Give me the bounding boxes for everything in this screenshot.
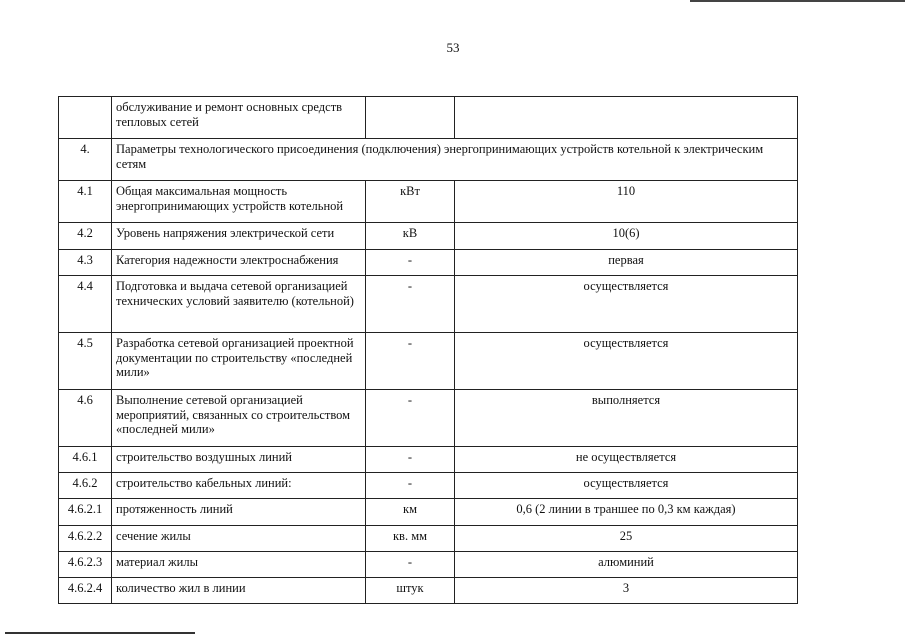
value-cell: 25 bbox=[455, 526, 798, 552]
table-row bbox=[59, 499, 798, 526]
row-number bbox=[59, 97, 112, 139]
value-cell: осуществляется bbox=[455, 276, 798, 333]
value-cell: 0,6 (2 линии в траншее по 0,3 км каждая) bbox=[455, 499, 798, 526]
value-cell: первая bbox=[455, 250, 798, 276]
parameter-name: сечение жилы bbox=[112, 526, 366, 552]
parameter-name: обслуживание и ремонт основных средств тепловых сетей bbox=[112, 97, 366, 139]
unit-cell: - bbox=[366, 552, 455, 578]
value-cell: 3 bbox=[455, 578, 798, 604]
unit-cell: кВ bbox=[366, 223, 455, 250]
unit-cell: - bbox=[366, 473, 455, 499]
row-number: 4.6.2.1 bbox=[59, 499, 112, 526]
table-row-section bbox=[59, 139, 798, 181]
table-row bbox=[59, 578, 798, 604]
unit-cell: кВт bbox=[366, 181, 455, 223]
row-number: 4.6 bbox=[59, 390, 112, 447]
row-number: 4.5 bbox=[59, 333, 112, 390]
table-row bbox=[59, 97, 798, 139]
value-cell: выполняется bbox=[455, 390, 798, 447]
parameter-name: Общая максимальная мощность энергопринимающих устройств котельной bbox=[112, 181, 366, 223]
row-number: 4.6.1 bbox=[59, 447, 112, 473]
table-row bbox=[59, 181, 798, 223]
parameter-name: Подготовка и выдача сетевой организацией технических условий заявителю (котельной) bbox=[112, 276, 366, 333]
parameter-name: количество жил в линии bbox=[112, 578, 366, 604]
row-number: 4. bbox=[59, 139, 112, 181]
unit-cell: - bbox=[366, 333, 455, 390]
value-cell bbox=[455, 97, 798, 139]
parameter-name: Категория надежности электроснабжения bbox=[112, 250, 366, 276]
unit-cell bbox=[366, 97, 455, 139]
parameter-name: Разработка сетевой организацией проектной документации по строительству «последней мили» bbox=[112, 333, 366, 390]
table-row bbox=[59, 526, 798, 552]
row-number: 4.3 bbox=[59, 250, 112, 276]
row-number: 4.6.2.3 bbox=[59, 552, 112, 578]
scan-edge-top bbox=[690, 0, 905, 2]
table-row bbox=[59, 223, 798, 250]
value-cell: осуществляется bbox=[455, 473, 798, 499]
unit-cell: штук bbox=[366, 578, 455, 604]
table-row bbox=[59, 552, 798, 578]
row-number: 4.6.2.2 bbox=[59, 526, 112, 552]
value-cell: 10(6) bbox=[455, 223, 798, 250]
scan-edge-bottom bbox=[5, 632, 195, 634]
parameters-table bbox=[58, 96, 798, 604]
table-row bbox=[59, 250, 798, 276]
page-number: 53 bbox=[446, 40, 460, 55]
value-cell: 110 bbox=[455, 181, 798, 223]
section-heading: Параметры технологического присоединения (подключения) энергопринимающих устройств котельной к электрическим сетям bbox=[112, 139, 798, 181]
row-number: 4.1 bbox=[59, 181, 112, 223]
parameter-name: Уровень напряжения электрической сети bbox=[112, 223, 366, 250]
table-row bbox=[59, 276, 798, 333]
parameter-name: Выполнение сетевой организацией мероприятий, связанных со строительством «последней мили» bbox=[112, 390, 366, 447]
row-number: 4.4 bbox=[59, 276, 112, 333]
parameter-name: материал жилы bbox=[112, 552, 366, 578]
table-row bbox=[59, 447, 798, 473]
unit-cell: кв. мм bbox=[366, 526, 455, 552]
parameter-name: протяженность линий bbox=[112, 499, 366, 526]
table-row bbox=[59, 473, 798, 499]
table-row bbox=[59, 390, 798, 447]
parameter-name: строительство кабельных линий: bbox=[112, 473, 366, 499]
unit-cell: км bbox=[366, 499, 455, 526]
unit-cell: - bbox=[366, 250, 455, 276]
table-row bbox=[59, 333, 798, 390]
value-cell: не осуществляется bbox=[455, 447, 798, 473]
parameter-name: строительство воздушных линий bbox=[112, 447, 366, 473]
row-number: 4.6.2 bbox=[59, 473, 112, 499]
value-cell: осуществляется bbox=[455, 333, 798, 390]
row-number: 4.2 bbox=[59, 223, 112, 250]
row-number: 4.6.2.4 bbox=[59, 578, 112, 604]
value-cell: алюминий bbox=[455, 552, 798, 578]
unit-cell: - bbox=[366, 447, 455, 473]
unit-cell: - bbox=[366, 390, 455, 447]
unit-cell: - bbox=[366, 276, 455, 333]
